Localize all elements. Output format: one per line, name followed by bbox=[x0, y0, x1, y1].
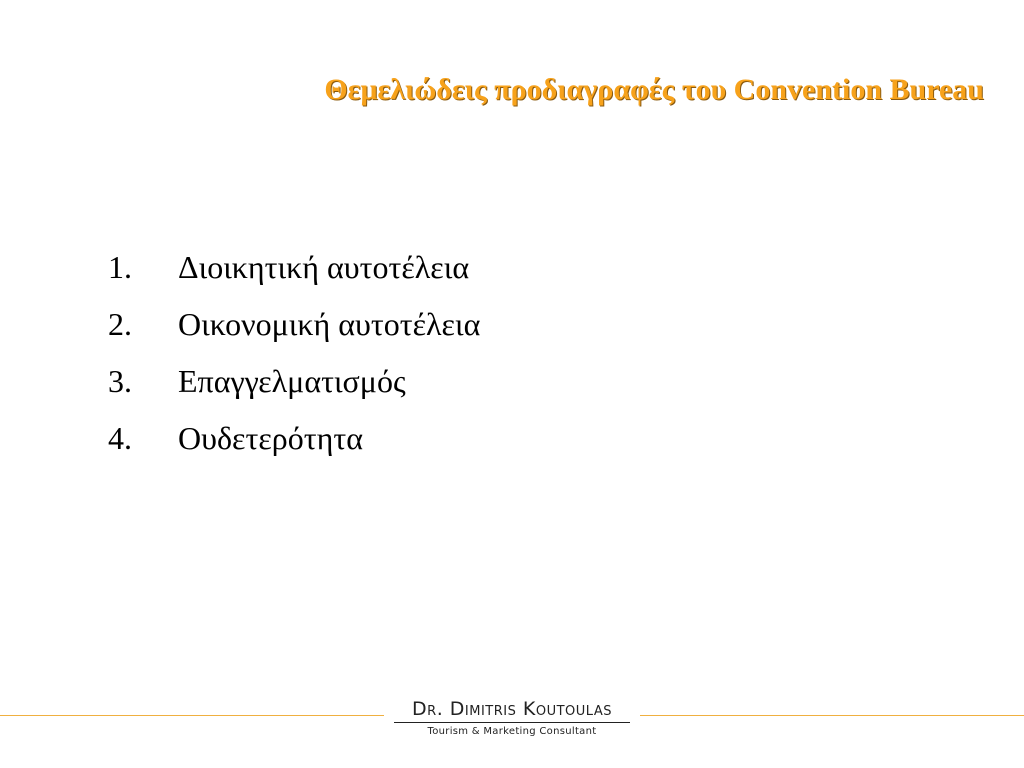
numbered-list bbox=[108, 241, 480, 469]
list-item-text: Διοικητική αυτοτέλεια bbox=[178, 249, 470, 285]
list-item bbox=[108, 355, 480, 412]
list-item-text: Επαγγελματισμός bbox=[178, 363, 406, 399]
list-item-text: Ουδετερότητα bbox=[178, 420, 363, 456]
footer-divider-left bbox=[0, 715, 384, 716]
logo-underline bbox=[394, 722, 630, 723]
list-item bbox=[108, 241, 480, 298]
slide-title: Θεμελιώδεις προδιαγραφές του Convention Bureau bbox=[324, 73, 984, 106]
logo-name: Dr. Dimitris Koutoulas bbox=[412, 698, 612, 720]
list-item bbox=[108, 298, 480, 355]
list-item-text: Οικονομική αυτοτέλεια bbox=[178, 306, 481, 342]
footer-divider-right bbox=[640, 715, 1024, 716]
list-item-number: 2. bbox=[108, 306, 132, 342]
list-item bbox=[108, 412, 480, 469]
list-item-number: 3. bbox=[108, 363, 132, 399]
list-item-number: 4. bbox=[108, 420, 132, 456]
list-item-number: 1. bbox=[108, 249, 132, 285]
logo-subtitle: Tourism & Marketing Consultant bbox=[427, 726, 597, 737]
footer-logo bbox=[384, 697, 640, 738]
